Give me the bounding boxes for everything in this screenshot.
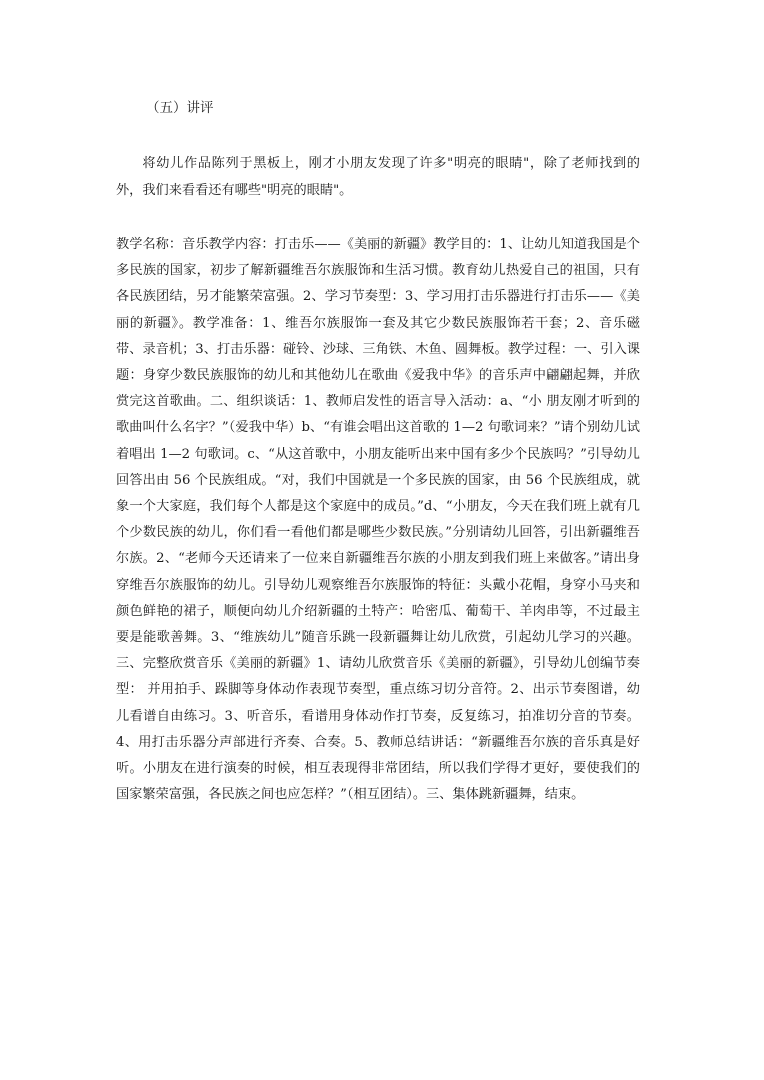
section-heading: （五）讲评 [146, 100, 214, 116]
intro-paragraph: 将幼儿作品陈列于黑板上，刚才小朋友发现了许多"明亮的眼睛"，除了老师找到的外，我们来看看还有哪些"明亮的眼睛"。 [116, 156, 640, 198]
lesson-plan-paragraph: 教学名称：音乐教学内容：打击乐——《美丽的新疆》教学目的：1、让幼儿知道我国是个多民族的国家，初步了解新疆维吾尔族服饰和生活习惯。教育幼儿热爱自己的祖国，只有各民族团结，另才能繁荣富强。2、学习节奏型：3、学习用打击乐器进行打击乐——《美丽的新疆》。教学准备：1、维吾尔族服饰一套及其它少数民族服饰若干套；2、音乐磁带、录音机；3、打击乐器：碰铃、沙球、三角铁、木鱼、圆舞板。教学过程：一、引入课题：身穿少数民族服饰的幼儿和其他幼儿在歌曲《爱我中华》的音乐声中翩翩起舞，并欣赏完这首歌曲。二、组织谈话：1、教师启发性的语言导入活动：a、“小 朋友刚才听到的歌曲叫什么名字？”（爱我中华）b、“有谁会唱出这首歌的 1—2 句歌词来？”请个别幼儿试着唱出 1—2 句歌词。c、“从这首歌中，小朋友能听出来中国有多少个民族吗？”引导幼儿回答出由 56 个民族组成。“对，我们中国就是一个多民族的国家，由 56 个民族组成，就象一个大家庭，我们每个人都是这个家庭中的成员。”d、“小朋友，今天在我们班上就有几个少数民族的幼儿，你们看一看他们都是哪些少数民族。”分别请幼儿回答，引出新疆维吾尔族。2、“老师今天还请来了一位来自新疆维吾尔族的小朋友到我们班上来做客。”请出身穿维吾尔族服饰的幼儿。引导幼儿观察维吾尔族服饰的特征：头戴小花帽，身穿小马夹和颜色鲜艳的裙子，顺便向幼儿介绍新疆的土特产：哈密瓜、葡萄干、羊肉串等，不过最主要是能歌善舞。3、“维族幼儿”随音乐跳一段新疆舞让幼儿欣赏，引起幼儿学习的兴趣。三、完整欣赏音乐《美丽的新疆》1、请幼儿欣赏音乐《美丽的新疆》，引导幼儿创编节奏型： 并用拍手、跺脚等身体动作表现节奏型，重点练习切分音符。2、出示节奏图谱，幼儿看谱自由练习。3、听音乐，看谱用身体动作打节奏，反复练习，拍准切分音的节奏。4、用打击乐器分声部进行齐奏、合奏。5、教师总结讲话：“新疆维吾尔族的音乐真是好听。小朋友在进行演奏的时候，相互表现得非常团结，所以我们学得才更好，要使我们的国家繁荣富强，各民族之间也应怎样？”（相互团结）。三、集体跳新疆舞，结束。 [116, 237, 640, 803]
